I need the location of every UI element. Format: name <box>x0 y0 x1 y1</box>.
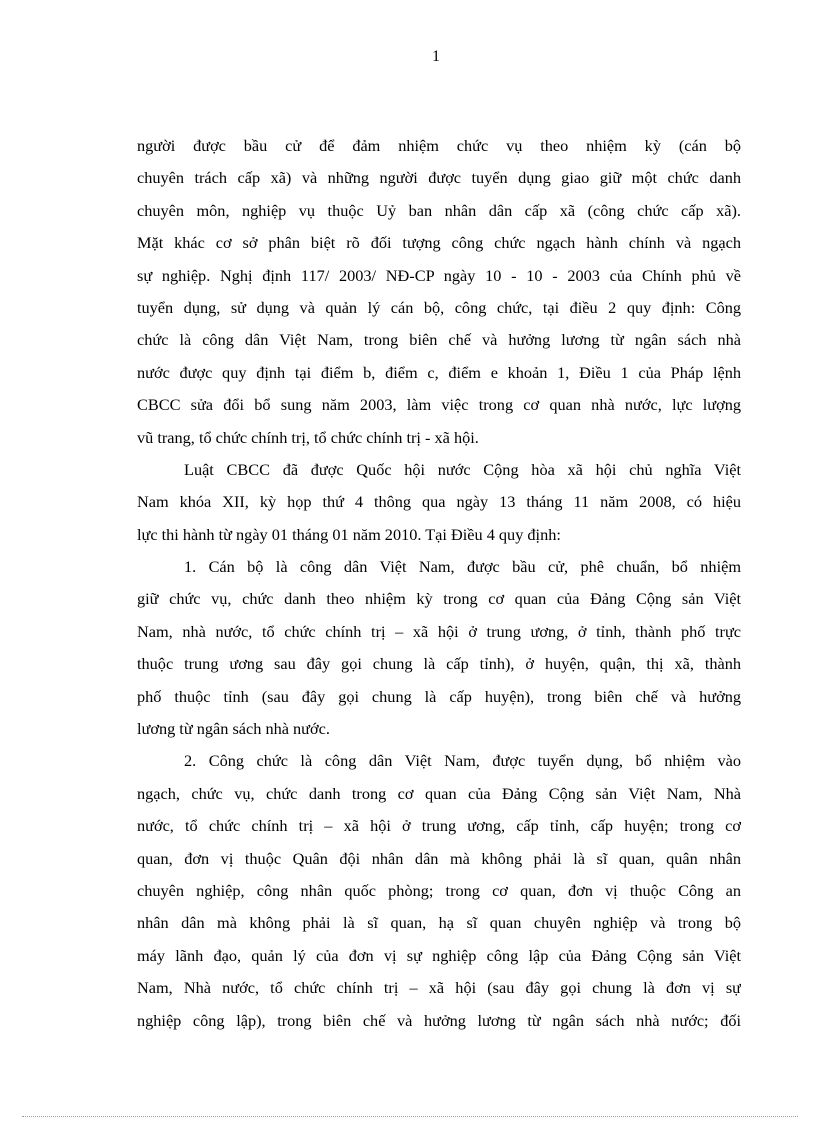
text-line: tuyển dụng, sử dụng và quản lý cán bộ, công chức, tại điều 2 quy định: Công <box>137 297 741 317</box>
text-line: lương từ ngân sách nhà nước. <box>137 719 330 739</box>
text-line: thuộc trung ương sau đây gọi chung là cấp tỉnh), ở huyện, quận, thị xã, thành <box>137 654 741 674</box>
document-body <box>137 130 741 1037</box>
text-line: vũ trang, tổ chức chính trị, tổ chức chính trị - xã hội. <box>137 427 479 447</box>
text-line: 1. Cán bộ là công dân Việt Nam, được bầu cử, phê chuẩn, bổ nhiệm <box>184 557 741 577</box>
text-line: máy lãnh đạo, quản lý của đơn vị sự nghiệp công lập của Đảng Cộng sản Việt <box>137 945 741 965</box>
text-line: người được bầu cử để đảm nhiệm chức vụ theo nhiệm kỳ (cán bộ <box>137 136 741 155</box>
text-line: nghiệp công lập), trong biên chế và hưởng lương từ ngân sách nhà nước; đối <box>137 1010 741 1030</box>
text-line: Nam khóa XII, kỳ họp thứ 4 thông qua ngày 13 tháng 11 năm 2008, có hiệu <box>137 492 741 512</box>
text-line: lực thi hành từ ngày 01 tháng 01 năm 2010. Tại Điều 4 quy định: <box>137 524 561 544</box>
text-line: nước được quy định tại điểm b, điểm c, điểm e khoản 1, Điều 1 của Pháp lệnh <box>137 362 741 382</box>
text-line: Nam, nhà nước, tổ chức chính trị – xã hội ở trung ương, ở tỉnh, thành phố trực <box>137 621 741 641</box>
text-line: nước, tổ chức chính trị – xã hội ở trung ương, cấp tỉnh, cấp huyện; trong cơ <box>137 816 741 836</box>
text-line: chuyên trách cấp xã) và những người được tuyển dụng giao giữ một chức danh <box>137 168 741 188</box>
text-line: ngạch, chức vụ, chức danh trong cơ quan của Đảng Cộng sản Việt Nam, Nhà <box>137 783 741 803</box>
text-line: chức là công dân Việt Nam, trong biên chế và hưởng lương từ ngân sách nhà <box>137 330 741 350</box>
text-line: chuyên nghiệp, công nhân quốc phòng; trong cơ quan, đơn vị thuộc Công an <box>137 880 741 900</box>
text-line: Luật CBCC đã được Quốc hội nước Cộng hòa xã hội chủ nghĩa Việt <box>184 459 741 479</box>
text-line: phố thuộc tỉnh (sau đây gọi chung là cấp huyện), trong biên chế và hưởng <box>137 686 741 706</box>
text-line: 2. Công chức là công dân Việt Nam, được tuyển dụng, bổ nhiệm vào <box>184 751 741 771</box>
text-line: Nam, Nhà nước, tổ chức chính trị – xã hội (sau đây gọi chung là đơn vị sự <box>137 978 741 998</box>
page-number: 1 <box>432 48 440 65</box>
text-line: nhân dân mà không phải là sĩ quan, hạ sĩ quan chuyên nghiệp và trong bộ <box>137 913 741 933</box>
text-line: CBCC sửa đổi bổ sung năm 2003, làm việc trong cơ quan nhà nước, lực lượng <box>137 395 741 415</box>
text-line: quan, đơn vị thuộc Quân đội nhân dân mà không phải là sĩ quan, quân nhân <box>137 848 741 868</box>
text-line: sự nghiệp. Nghị định 117/ 2003/ NĐ-CP ngày 10 - 10 - 2003 của Chính phủ về <box>137 265 741 285</box>
text-line: giữ chức vụ, chức danh theo nhiệm kỳ trong cơ quan của Đảng Cộng sản Việt <box>137 589 741 609</box>
text-line: chuyên môn, nghiệp vụ thuộc Uỷ ban nhân dân cấp xã (công chức cấp xã). <box>137 200 741 220</box>
page-bottom-divider <box>22 1116 798 1117</box>
text-line: Mặt khác cơ sở phân biệt rõ đối tượng công chức ngạch hành chính và ngạch <box>137 233 741 253</box>
